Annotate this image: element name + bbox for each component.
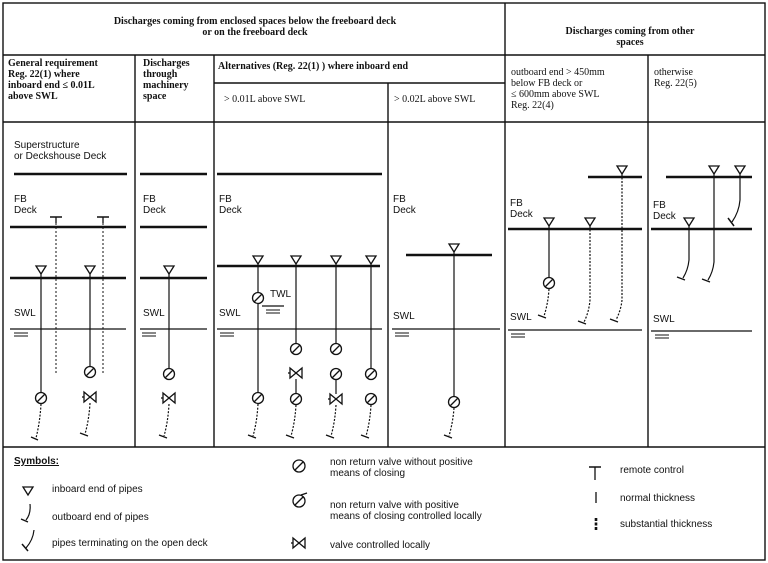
col-alt-b [392, 244, 500, 438]
legend-substantial-thickness: substantial thickness [620, 519, 713, 530]
superstructure-label: Superstructure or Deckshouse Deck [14, 140, 107, 162]
header-enclosed: Discharges coming from enclosed spaces below the freeboard deck or on the freeboard deck [113, 16, 397, 38]
col-alt-a-header: > 0.01L above SWL [224, 94, 306, 105]
twl-label: TWL [270, 289, 292, 300]
legend-inboard-end: inboard end of pipes [52, 484, 143, 495]
swl-label: SWL [219, 308, 241, 319]
fb-deck-label: FB Deck [143, 194, 166, 216]
swl-label: SWL [393, 311, 415, 322]
legend-remote-control: remote control [620, 465, 684, 476]
legend-normal-thickness: normal thickness [620, 493, 696, 504]
fb-deck-label: FB Deck [393, 194, 416, 216]
swl-label: SWL [143, 308, 165, 319]
swl-label: SWL [510, 312, 532, 323]
legend-outboard-end: outboard end of pipes [52, 512, 149, 523]
col-general-header: General requirement Reg. 22(1) where inboard end ≤ 0.01L above SWL [8, 58, 98, 102]
legend-nrv-no-closing: non return valve without positive means of closing [330, 457, 473, 479]
legend-title: Symbols: [14, 456, 60, 467]
header-other: Discharges coming from other spaces [565, 26, 695, 48]
col-otherwise-header: otherwise Reg. 22(5) [654, 67, 697, 89]
fb-deck-label: FB Deck [510, 198, 533, 220]
swl-label: SWL [653, 314, 675, 325]
legend-nrv-local-icon [293, 493, 307, 507]
legend-valve-local: valve controlled locally [330, 540, 431, 551]
fb-deck-label: FB Deck [653, 200, 676, 222]
col-outboard-header: outboard end > 450mm below FB deck or ≤ 600mm above SWL Reg. 22(4) [511, 67, 605, 111]
col-alt-b-header: > 0.02L above SWL [394, 94, 476, 105]
col-otherwise [651, 166, 752, 338]
fb-deck-label: FB Deck [219, 194, 242, 216]
col-alternatives-header: Alternatives (Reg. 22(1) ) where inboard end [218, 61, 409, 72]
col-machinery-header: Discharges through machinery space [143, 58, 190, 102]
legend-open-deck: pipes terminating on the open deck [52, 538, 208, 549]
fb-deck-label: FB Deck [14, 194, 37, 216]
swl-label: SWL [14, 308, 36, 319]
legend-nrv-closing: non return valve with positive means of closing controlled locally [330, 500, 482, 522]
legend-nrv-plain-icon [293, 460, 305, 472]
